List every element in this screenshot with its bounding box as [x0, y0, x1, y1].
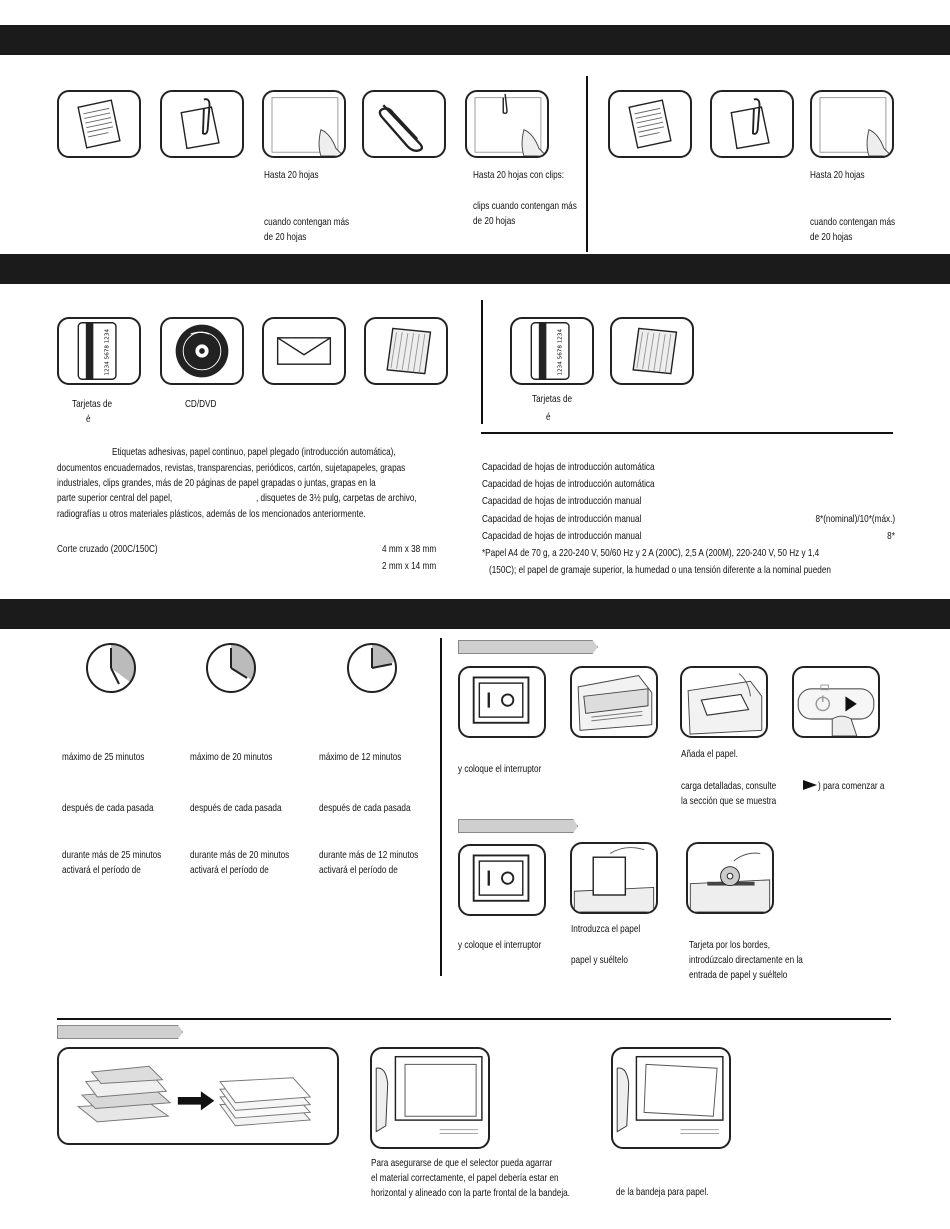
label-up-to-20-with-clips: Hasta 20 hojas con clips:	[473, 169, 565, 181]
manual-step-2-caption-2: papel y suéltelo	[571, 954, 628, 966]
duty-cycle-note: activará el período de	[319, 864, 398, 876]
tray-paper-image	[370, 1047, 490, 1149]
manual-feed-label-bar	[458, 819, 578, 833]
label-cards: Tarjetas de	[532, 393, 573, 405]
spec-row: Capacidad de hojas de introducción automática	[482, 461, 655, 473]
section-header-bar-2	[0, 254, 950, 284]
section-rule	[481, 432, 893, 434]
duty-cycle-max: máximo de 25 minutos	[62, 751, 145, 763]
spec-value: 8*	[887, 530, 895, 542]
loading-caption: horizontal y alineado con la parte frontal de la bandeja.	[371, 1187, 570, 1199]
tray-paper-image	[611, 1047, 731, 1149]
section-divider	[481, 300, 483, 424]
clock-20-min-icon	[203, 640, 259, 696]
duty-cycle-rest: después de cada pasada	[319, 802, 411, 814]
section-header-bar-3	[0, 599, 950, 629]
credit-card-icon	[510, 317, 594, 385]
start-button-image	[792, 666, 880, 738]
paper-sheet-icon	[57, 90, 141, 158]
hand-holding-sheets-icon	[810, 90, 894, 158]
section-divider	[440, 638, 442, 976]
insert-cd-image	[686, 842, 774, 914]
manual-step-3-caption-2: introdúzcalo directamente en la	[689, 954, 803, 966]
plastic-sheet-icon	[364, 317, 448, 385]
duty-cycle-rest: después de cada pasada	[62, 802, 154, 814]
play-arrow-icon	[803, 780, 817, 790]
spec-value: 8*(nominal)/10*(máx.)	[815, 513, 895, 525]
power-switch-image	[458, 844, 546, 916]
section-header-bar-1	[0, 25, 950, 55]
label-more-than: cuando contengan más	[810, 216, 896, 228]
manual-step-3-caption-3: entrada de papel y suéltelo	[689, 969, 788, 981]
not-shred-line: parte superior central del papel,	[57, 492, 173, 504]
cut-size-2: 2 mm x 14 mm	[382, 560, 437, 572]
cut-size-1: 4 mm x 38 mm	[382, 543, 437, 555]
label-cards-2: é	[86, 413, 91, 425]
svg-text:1234 5678 1234: 1234 5678 1234	[557, 328, 564, 376]
spec-row: Capacidad de hojas de introducción manual	[482, 495, 642, 507]
cut-type: Corte cruzado (200C/150C)	[57, 543, 158, 555]
hand-holding-sheets-icon	[262, 90, 346, 158]
manual-step-3-caption: Tarjeta por los bordes,	[689, 939, 771, 951]
spec-row: Capacidad de hojas de introducción automática	[482, 478, 655, 490]
clock-12-min-icon	[344, 640, 400, 696]
section-divider	[586, 76, 588, 252]
paper-loading-label-bar	[57, 1025, 183, 1039]
clipped-paper-icon	[160, 90, 244, 158]
not-shred-line: , disquetes de 3½ pulg, carpetas de archivo,	[256, 492, 417, 504]
sheet-with-clip-icon	[465, 90, 549, 158]
auto-feed-label-bar	[458, 640, 598, 654]
duty-cycle-over: durante más de 20 minutos	[190, 849, 290, 861]
duty-cycle-rest: después de cada pasada	[190, 802, 282, 814]
section-rule	[57, 1018, 891, 1020]
stack-paper-image	[57, 1047, 339, 1145]
label-20-sheets: de 20 hojas	[264, 231, 307, 243]
label-clips-more-than: clips cuando contengan más	[473, 200, 577, 212]
insert-paper-image	[570, 842, 658, 914]
label-more-than: cuando contengan más	[264, 216, 350, 228]
auto-step-1-caption: y coloque el interruptor	[458, 763, 542, 775]
label-20-sheets: de 20 hojas	[473, 215, 516, 227]
duty-cycle-over: durante más de 25 minutos	[62, 849, 162, 861]
footnote: (150C); el papel de gramaje superior, la humedad o una tensión diferente a la nominal pueden	[489, 564, 831, 576]
spec-row: Capacidad de hojas de introducción manual	[482, 513, 642, 525]
footnote: *Papel A4 de 70 g, a 220-240 V, 50/60 Hz y 2 A (200C), 2,5 A (200M), 220-240 V, 50 Hz y 1,4	[482, 547, 820, 559]
label-up-to-20-sheets: Hasta 20 hojas	[810, 169, 865, 181]
duty-cycle-note: activará el período de	[190, 864, 269, 876]
duty-cycle-max: máximo de 20 minutos	[190, 751, 273, 763]
paper-sheet-icon	[608, 90, 692, 158]
plastic-sheet-icon	[610, 317, 694, 385]
auto-step-3-details: la sección que se muestra	[681, 795, 777, 807]
duty-cycle-over: durante más de 12 minutos	[319, 849, 419, 861]
cd-dvd-icon	[160, 317, 244, 385]
loading-caption: Para asegurarse de que el selector pueda agarrar	[371, 1157, 553, 1169]
power-switch-image	[458, 666, 546, 738]
manual-step-1-caption: y coloque el interruptor	[458, 939, 542, 951]
auto-step-3-details: carga detalladas, consulte	[681, 780, 777, 792]
label-cd-dvd: CD/DVD	[185, 398, 217, 410]
duty-cycle-note: activará el período de	[62, 864, 141, 876]
not-shred-line: documentos encuadernados, revistas, transparencias, periódicos, cartón, sujetapapeles, grapas	[57, 462, 406, 474]
duty-cycle-max: máximo de 12 minutos	[319, 751, 402, 763]
clipped-paper-icon	[710, 90, 794, 158]
label-cards: Tarjetas de	[72, 398, 113, 410]
manual-step-2-caption: Introduzca el papel	[571, 923, 641, 935]
label-up-to-20-sheets: Hasta 20 hojas	[264, 169, 319, 181]
credit-card-icon	[57, 317, 141, 385]
label-20-sheets: de 20 hojas	[810, 231, 853, 243]
loading-caption: de la bandeja para papel.	[616, 1186, 709, 1198]
label-cards-2: é	[546, 411, 551, 423]
auto-step-3-caption: Añada el papel.	[681, 748, 738, 760]
add-paper-image	[680, 666, 768, 738]
svg-text:1234 5678 1234: 1234 5678 1234	[104, 328, 111, 376]
spec-row: Capacidad de hojas de introducción manual	[482, 530, 642, 542]
clock-25-min-icon	[83, 640, 139, 696]
loading-caption: el material correctamente, el papel debería estar en	[371, 1172, 559, 1184]
paper-clip-icon	[362, 90, 446, 158]
not-shred-line: industriales, clips grandes, más de 20 páginas de papel grapadas o juntas, grapas en la	[57, 477, 376, 489]
shredder-top-image	[570, 666, 658, 738]
envelope-icon	[262, 317, 346, 385]
auto-step-4-caption: ) para comenzar a	[818, 780, 885, 792]
not-shred-line: radiografías u otros materiales plásticos, además de los mencionados anteriormente.	[57, 508, 366, 520]
not-shred-line: Etiquetas adhesivas, papel continuo, papel plegado (introducción automática),	[112, 446, 396, 458]
